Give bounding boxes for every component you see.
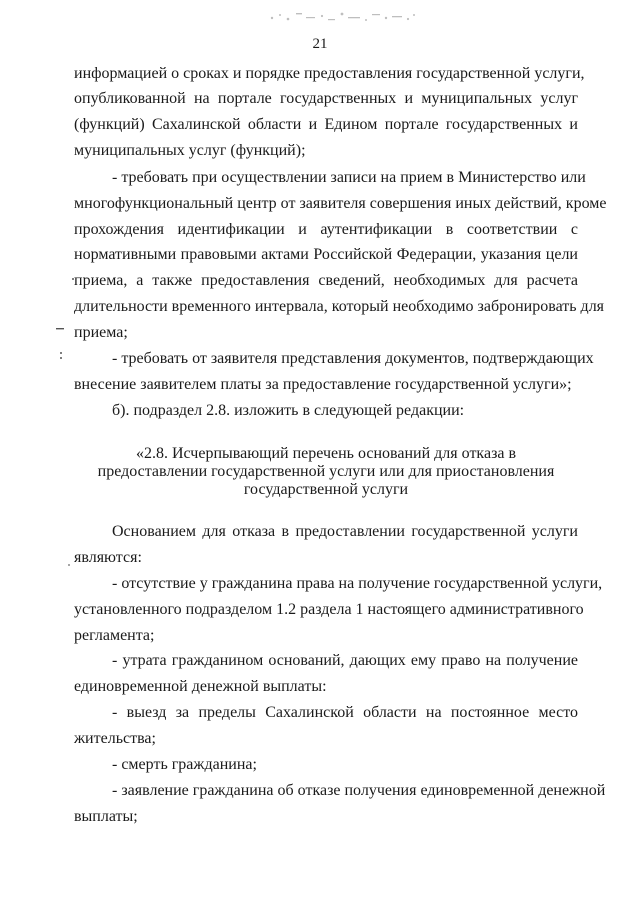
text-line: - выезд за пределы Сахалинской области на постоянное место [112, 704, 578, 721]
text-line: (функций) Сахалинской области и Едином портале государственных и [74, 116, 578, 133]
section-heading: государственной услуги [243, 481, 409, 498]
text-line: - отсутствие у гражданина права на получение государственной услуги, [112, 575, 603, 592]
text-line: б). подраздел 2.8. изложить в следующей редакции: [112, 402, 465, 419]
text-line: выплаты; [74, 808, 138, 825]
text-line: единовременной денежной выплаты: [74, 678, 327, 695]
page-number: 21 [312, 36, 328, 52]
text-line: внесение заявителем платы за предоставление государственной услуги»; [74, 376, 572, 393]
text-line: нормативными правовыми актами Российской Федерации, указания цели [74, 246, 578, 263]
text-line: - смерть гражданина; [112, 756, 257, 773]
section-heading: предоставлении государственной услуги или для приостановления [97, 463, 555, 480]
text-line: регламента; [74, 627, 155, 644]
text-line: - заявление гражданина об отказе получения единовременной денежной [112, 782, 606, 799]
text-line: являются: [74, 549, 142, 566]
margin-dot-mark [66, 562, 72, 568]
text-line: длительности временного интервала, который необходимо забронировать для [74, 298, 605, 315]
text-line: опубликованной на портале государственных и муниципальных услуг [74, 90, 578, 107]
margin-dot-mark [58, 350, 64, 362]
text-line: многофункциональный центр от заявителя совершения иных действий, кроме [74, 195, 607, 212]
text-line: Основанием для отказа в предоставлении государственной услуги [112, 523, 578, 540]
text-line: установленного подразделом 1.2 раздела 1 настоящего административного [74, 601, 584, 618]
text-line: информацией о сроках и порядке предоставления государственной услуги, [74, 65, 585, 82]
text-line: приема, а также предоставления сведений, необходимых для расчета [74, 272, 578, 289]
text-line: - требовать при осуществлении записи на прием в Министерство или [112, 169, 586, 186]
margin-dot-mark [70, 276, 76, 282]
text-line: - требовать от заявителя представления документов, подтверждающих [112, 350, 594, 367]
stamp-mark [262, 8, 422, 26]
text-line: - утрата гражданином оснований, дающих ему право на получение [112, 652, 578, 669]
text-line: муниципальных услуг (функций); [74, 142, 306, 159]
text-line: приема; [74, 324, 128, 341]
margin-dash-mark [56, 326, 66, 332]
text-line: жительства; [74, 730, 156, 747]
section-heading: «2.8. Исчерпывающий перечень оснований для отказа в [135, 445, 517, 462]
text-line: прохождения идентификации и аутентификации в соответствии с [74, 221, 578, 238]
